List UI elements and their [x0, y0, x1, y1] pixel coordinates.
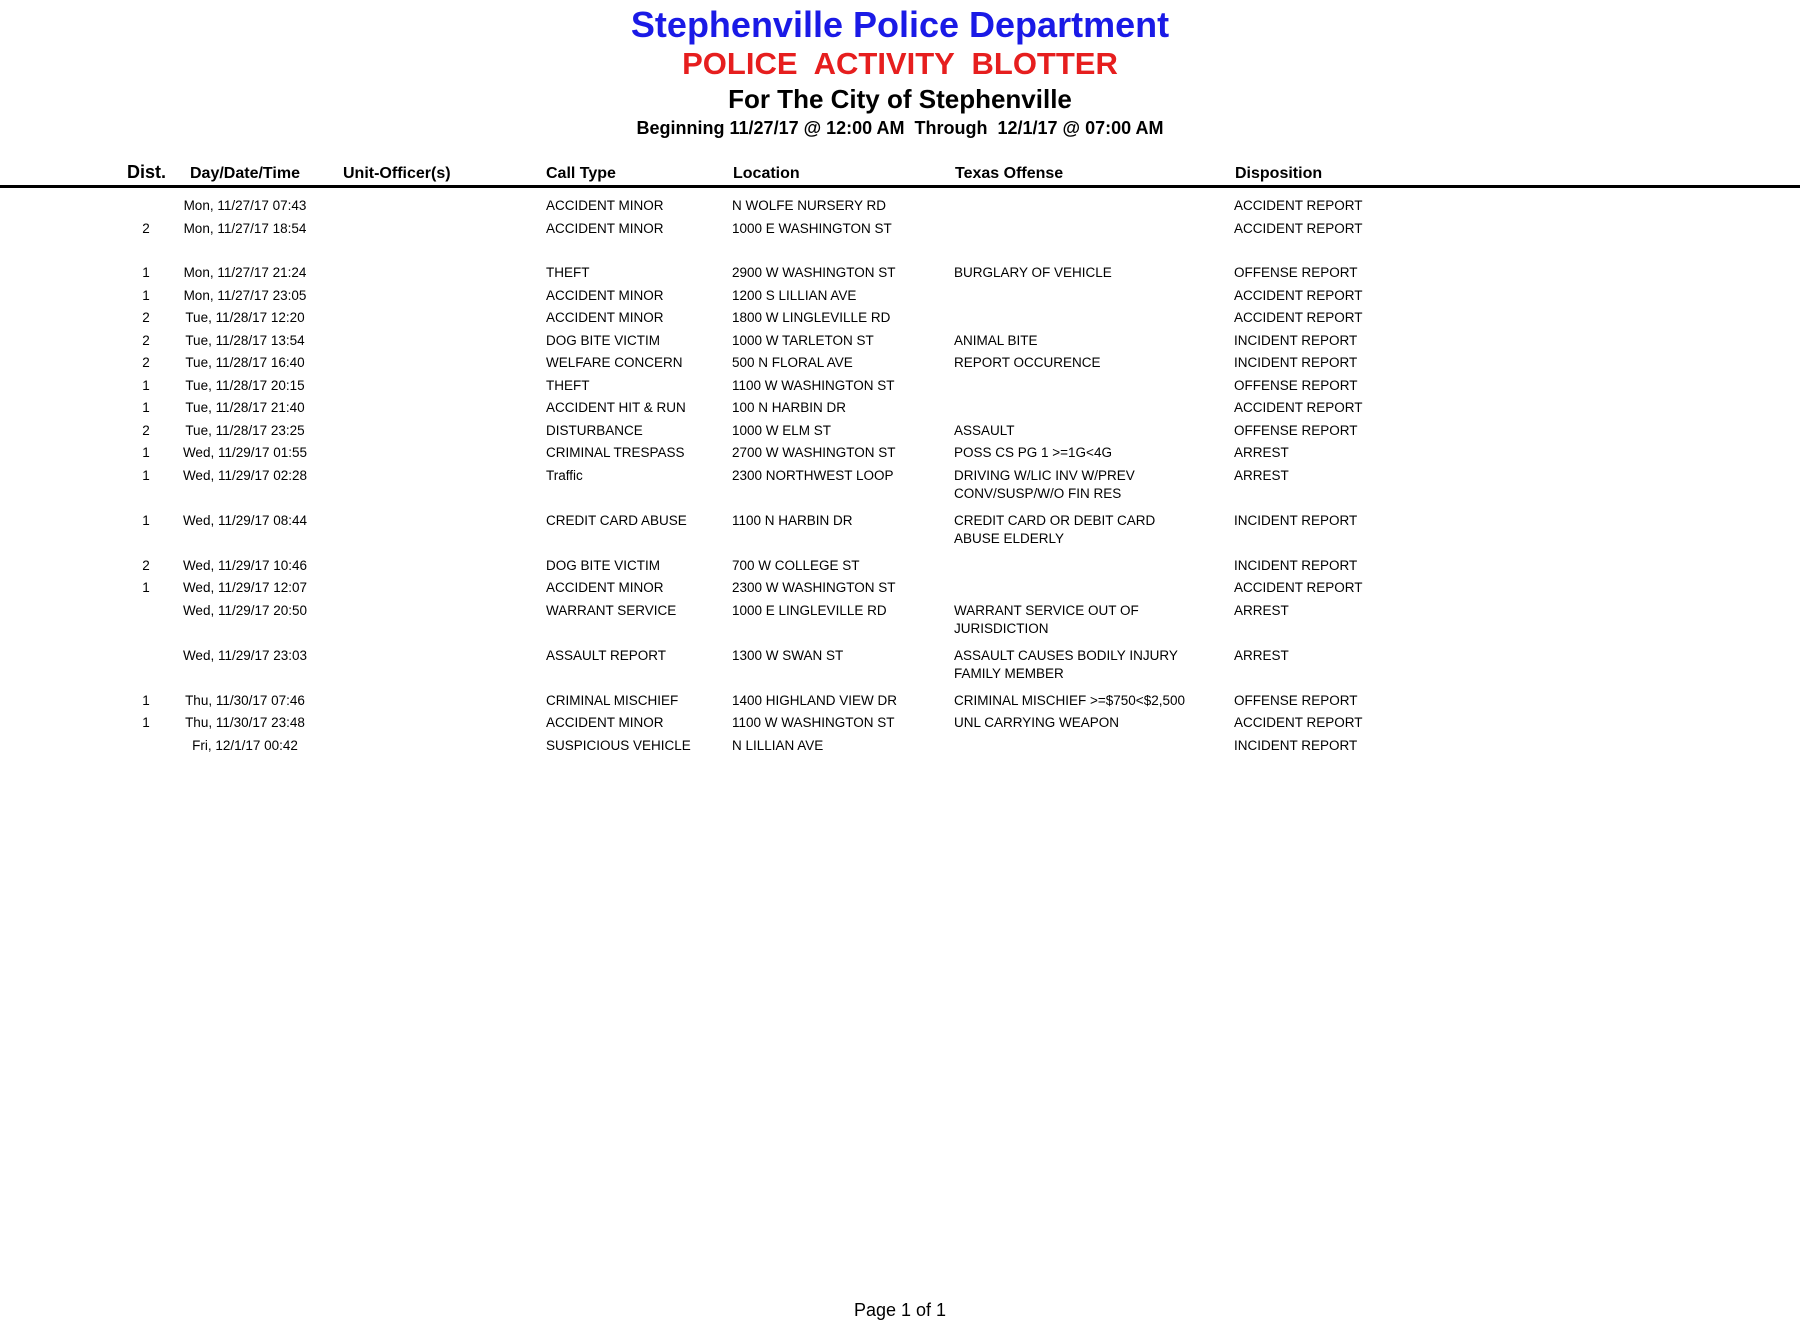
column-header-offense: Texas Offense [955, 165, 1064, 182]
row-offense: REPORT OCCURENCE [954, 355, 1101, 370]
row-disposition: ACCIDENT REPORT [1234, 287, 1363, 303]
row-dist: 2 [142, 332, 150, 348]
row-location: 100 N HARBIN DR [732, 400, 847, 415]
row-dist: 2 [142, 310, 150, 325]
row-location: 1000 W ELM ST [732, 422, 832, 438]
row-call-type: DOG BITE VICTIM [546, 557, 661, 573]
row-location: 1200 S LILLIAN AVE [732, 287, 857, 303]
row-disposition: OFFENSE REPORT [1234, 377, 1358, 393]
row-disposition: ACCIDENT REPORT [1234, 310, 1363, 325]
table-row [0, 399, 1800, 422]
table-row [0, 579, 1800, 602]
row-dist: 1 [142, 580, 150, 595]
row-location: 1800 W LINGLEVILLE RD [732, 310, 891, 325]
row-disposition: OFFENSE REPORT [1234, 265, 1358, 280]
row-dist: 1 [142, 467, 150, 483]
column-header-location: Location [733, 165, 800, 182]
row-date: Tue, 11/28/17 16:40 [185, 355, 305, 370]
row-disposition: ARREST [1234, 467, 1289, 483]
row-dist: 1 [142, 512, 150, 528]
blotter-table [0, 197, 1800, 759]
row-location: 700 W COLLEGE ST [732, 557, 860, 573]
row-location: 500 N FLORAL AVE [732, 355, 853, 370]
row-location: 1400 HIGHLAND VIEW DR [732, 692, 898, 708]
row-location: 1100 W WASHINGTON ST [732, 377, 895, 393]
row-date: Fri, 12/1/17 00:42 [192, 737, 298, 753]
row-location: 1000 E WASHINGTON ST [732, 220, 892, 236]
city-subtitle: For The City of Stephenville [728, 84, 1072, 114]
table-row [0, 220, 1800, 243]
row-location: 1000 E LINGLEVILLE RD [732, 602, 887, 618]
row-disposition: INCIDENT REPORT [1234, 737, 1358, 753]
row-offense: WARRANT SERVICE OUT OF JURISDICTION [954, 602, 1139, 636]
row-disposition: INCIDENT REPORT [1234, 557, 1358, 573]
row-location: 1000 W TARLETON ST [732, 332, 874, 348]
row-date: Tue, 11/28/17 12:20 [185, 310, 305, 325]
row-date: Wed, 11/29/17 02:28 [182, 467, 308, 483]
row-call-type: ACCIDENT MINOR [546, 715, 664, 730]
table-row [0, 287, 1800, 310]
row-location: 1100 N HARBIN DR [732, 512, 853, 528]
row-offense: ASSAULT [954, 422, 1015, 438]
column-header-call-type: Call Type [546, 165, 616, 182]
row-disposition: INCIDENT REPORT [1234, 512, 1358, 528]
row-call-type: THEFT [546, 265, 590, 280]
row-date: Mon, 11/27/17 07:43 [183, 198, 307, 213]
date-range: Beginning 11/27/17 @ 12:00 AM Through 12/1/17 @ 07:00 AM [636, 118, 1164, 138]
table-row [0, 197, 1800, 220]
row-disposition: INCIDENT REPORT [1234, 332, 1358, 348]
row-date: Mon, 11/27/17 23:05 [183, 287, 307, 303]
column-header-dist: Dist. [127, 162, 167, 182]
row-disposition: ACCIDENT REPORT [1234, 198, 1363, 213]
row-call-type: ACCIDENT HIT & RUN [546, 400, 686, 415]
table-row [0, 512, 1800, 557]
row-location: 1100 W WASHINGTON ST [732, 715, 895, 730]
row-call-type: THEFT [546, 377, 590, 393]
table-row [0, 737, 1800, 760]
row-disposition: ACCIDENT REPORT [1234, 715, 1363, 730]
row-location: 1300 W SWAN ST [732, 647, 844, 663]
row-date: Tue, 11/28/17 20:15 [185, 377, 305, 393]
table-row [0, 714, 1800, 737]
row-dist: 2 [142, 422, 150, 438]
row-call-type: SUSPICIOUS VEHICLE [546, 737, 691, 753]
row-disposition: ACCIDENT REPORT [1234, 220, 1363, 236]
row-date: Tue, 11/28/17 13:54 [185, 332, 305, 348]
table-row [0, 309, 1800, 332]
table-row [0, 467, 1800, 512]
column-header-disposition: Disposition [1235, 165, 1323, 182]
row-offense: CREDIT CARD OR DEBIT CARD ABUSE ELDERLY [954, 512, 1156, 546]
row-call-type: ACCIDENT MINOR [546, 310, 664, 325]
row-dist: 1 [142, 692, 150, 708]
row-location: 2300 W WASHINGTON ST [732, 580, 896, 595]
row-dist: 1 [142, 715, 150, 730]
row-call-type: Traffic [546, 467, 583, 483]
row-location: 2300 NORTHWEST LOOP [732, 467, 894, 483]
row-call-type: CRIMINAL MISCHIEF [546, 692, 679, 708]
row-call-type: WARRANT SERVICE [546, 602, 677, 618]
table-row [0, 647, 1800, 692]
row-location: N LILLIAN AVE [732, 737, 824, 753]
row-dist: 1 [142, 377, 150, 393]
row-call-type: ASSAULT REPORT [546, 647, 667, 663]
row-call-type: DOG BITE VICTIM [546, 332, 661, 348]
row-location: 2900 W WASHINGTON ST [732, 265, 896, 280]
row-date: Wed, 11/29/17 10:46 [182, 557, 308, 573]
row-date: Thu, 11/30/17 07:46 [185, 692, 305, 708]
row-offense: CRIMINAL MISCHIEF >=$750<$2,500 [954, 692, 1185, 708]
row-date: Thu, 11/30/17 23:48 [185, 715, 305, 730]
row-disposition: OFFENSE REPORT [1234, 422, 1358, 438]
row-disposition: ACCIDENT REPORT [1234, 400, 1363, 415]
row-dist: 1 [142, 400, 150, 415]
row-dist: 1 [142, 287, 150, 303]
row-location: 2700 W WASHINGTON ST [732, 445, 896, 460]
row-date: Wed, 11/29/17 20:50 [182, 602, 308, 618]
column-header-date: Day/Date/Time [190, 165, 300, 182]
row-call-type: ACCIDENT MINOR [546, 220, 664, 236]
row-disposition: ARREST [1234, 602, 1289, 618]
row-call-type: WELFARE CONCERN [546, 355, 683, 370]
row-offense: UNL CARRYING WEAPON [954, 715, 1120, 730]
row-dist: 2 [142, 355, 150, 370]
row-date: Wed, 11/29/17 12:07 [182, 580, 308, 595]
row-dist: 2 [142, 557, 150, 573]
row-date: Tue, 11/28/17 23:25 [185, 422, 305, 438]
row-dist: 1 [142, 265, 150, 280]
row-disposition: ACCIDENT REPORT [1234, 580, 1363, 595]
table-row [0, 264, 1800, 287]
row-call-type: CREDIT CARD ABUSE [546, 512, 687, 528]
row-date: Mon, 11/27/17 21:24 [183, 265, 307, 280]
row-date: Wed, 11/29/17 01:55 [182, 445, 308, 460]
table-row [0, 557, 1800, 580]
table-row [0, 354, 1800, 377]
row-call-type: ACCIDENT MINOR [546, 580, 664, 595]
row-call-type: ACCIDENT MINOR [546, 198, 664, 213]
row-dist: 2 [142, 220, 150, 236]
row-call-type: CRIMINAL TRESPASS [546, 445, 685, 460]
table-row [0, 377, 1800, 400]
table-row [0, 332, 1800, 355]
column-header-unit: Unit-Officer(s) [343, 165, 451, 182]
row-offense: DRIVING W/LIC INV W/PREV CONV/SUSP/W/O FIN RES [954, 467, 1135, 501]
row-date: Wed, 11/29/17 23:03 [182, 647, 308, 663]
row-call-type: ACCIDENT MINOR [546, 287, 664, 303]
row-call-type: DISTURBANCE [546, 422, 643, 438]
row-date: Wed, 11/29/17 08:44 [182, 512, 308, 528]
table-row [0, 422, 1800, 445]
department-title: Stephenville Police Department [630, 4, 1170, 45]
row-disposition: ARREST [1234, 445, 1289, 460]
row-location: N WOLFE NURSERY RD [732, 198, 887, 213]
row-date: Tue, 11/28/17 21:40 [185, 400, 305, 415]
row-disposition: OFFENSE REPORT [1234, 692, 1358, 708]
table-row [0, 444, 1800, 467]
blotter-title: POLICE ACTIVITY BLOTTER [682, 46, 1118, 81]
row-date: Mon, 11/27/17 18:54 [183, 220, 307, 236]
row-disposition: ARREST [1234, 647, 1289, 663]
page-number: Page 1 of 1 [853, 1300, 947, 1320]
header-divider [0, 185, 1800, 188]
row-offense: BURGLARY OF VEHICLE [954, 265, 1112, 280]
row-offense: ASSAULT CAUSES BODILY INJURY FAMILY MEMBER [954, 647, 1178, 681]
row-disposition: INCIDENT REPORT [1234, 355, 1358, 370]
row-dist: 1 [142, 445, 150, 460]
row-offense: ANIMAL BITE [954, 332, 1038, 348]
row-offense: POSS CS PG 1 >=1G<4G [954, 445, 1112, 460]
table-row [0, 602, 1800, 647]
table-row [0, 692, 1800, 715]
